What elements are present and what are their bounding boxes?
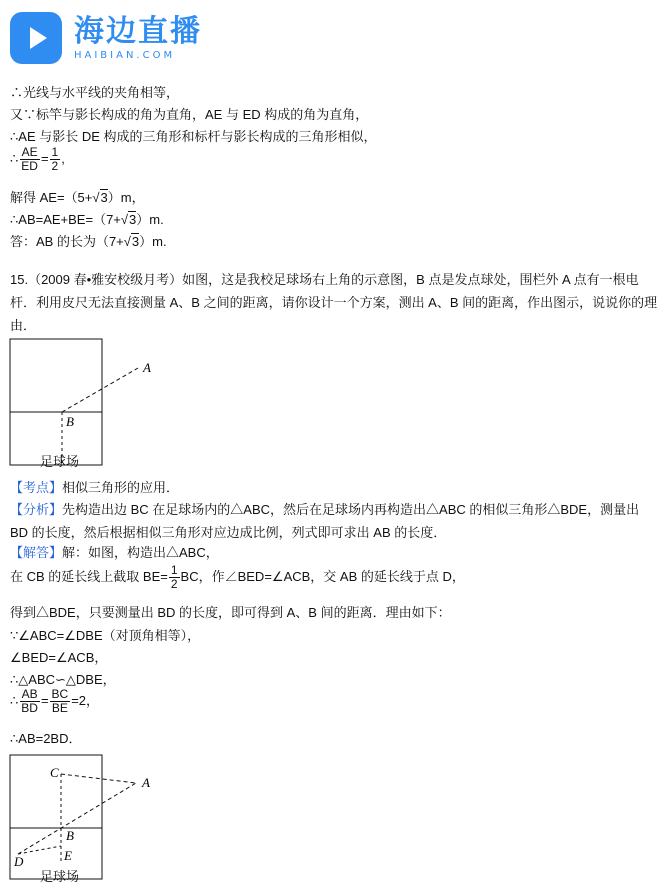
site-logo <box>10 10 202 66</box>
label-b-2: B <box>66 828 74 843</box>
fraction-bc-be: $\frac{BC}{BE}$ <box>51 687 69 715</box>
kaodian: 【考点】相似三角形的应用． <box>10 480 180 495</box>
logo-name: 海边直播 <box>74 13 202 49</box>
solution-step-2: 得到△BDE，只要测量出 BD 的长度，即可得到 A、B 间的距离．理由如下： <box>10 605 451 620</box>
solution-line-6: ∴AB=AE+BE=（7+√3）m. <box>10 212 164 227</box>
solution-line-5: 解得 AE=（5+√3）m， <box>10 190 145 205</box>
fenxi-tag: 【分析】 <box>10 502 63 517</box>
solution-step-5: ∴△ABC∽△DBE， <box>10 672 116 687</box>
jieda-tag: 【解答】 <box>10 545 63 560</box>
label-b: B <box>66 414 74 429</box>
figure-1 <box>0 336 180 468</box>
fraction-ab-bd: $\frac{AB}{BD}$ <box>21 687 38 715</box>
figure-2 <box>0 752 180 882</box>
solution-line-4: ∴ $\frac{AE}{ED}$ = $\frac{1}{2}$ , <box>10 145 65 173</box>
label-a: A <box>143 360 151 375</box>
solution-step-3: ∵∠ABC=∠DBE（对顶角相等）， <box>10 628 201 643</box>
fraction-ae-ed: $\frac{AE}{ED}$ <box>21 145 38 173</box>
kaodian-tag: 【考点】 <box>10 480 63 495</box>
question-15: 15.（2009 春•雅安校级月考）如图，这是我校足球场右上角的示意图，B 点是发点球处，围栏外 A 点有一根电杆．利用皮尺无法直接测量 A、B 之间的距离，请你设计一个方案，测出 A、B 间的距离，作出图示，说说你的理由． <box>10 272 658 333</box>
fenxi: 【分析】先构造出边 BC 在足球场内的△ABC，然后在足球场内再构造出△ABC 的相似三角形△BDE，测量出 BD 的长度，然后根据相似三角形对应边成比例，列式即可求出 AB 的长度． <box>10 502 640 540</box>
solution-step-1: 在 CB 的延长线上截取 BE= $\frac{1}{2}$ BC，作∠BED=∠ACB，交 AB 的延长线于点 D， <box>10 563 465 591</box>
label-e: E <box>64 848 72 863</box>
solution-step-7: ∴AB=2BD． <box>10 731 82 746</box>
solution-line-3: ∴AE 与影长 DE 构成的三角形和标杆与影长构成的三角形相似， <box>10 129 377 144</box>
dashed-da <box>18 783 136 854</box>
field-boundary <box>10 339 102 465</box>
solution-line-1: ∴光线与水平线的夹角相等， <box>10 85 180 100</box>
solution-step-4: ∠BED=∠ACB， <box>10 650 108 665</box>
fraction-half-2: $\frac{1}{2}$ <box>170 563 178 591</box>
solution-line-2: 又∵标竿与影长构成的角为直角，AE 与 ED 构成的角为直角， <box>10 107 369 122</box>
dashed-line-ab <box>62 368 138 412</box>
solution-step-6: ∴ $\frac{AB}{BD}$ = $\frac{BC}{BE}$ =2， <box>10 687 100 715</box>
solution-line-7: 答：AB 的长为（7+√3）m. <box>10 234 167 249</box>
logo-domain: HAIBIAN.COM <box>74 49 176 61</box>
label-c: C <box>50 765 59 780</box>
label-d: D <box>14 854 24 869</box>
dashed-ca <box>61 774 136 783</box>
play-icon <box>10 12 62 64</box>
figure-2-caption: 足球场 <box>40 869 80 884</box>
label-a-2: A <box>142 775 150 790</box>
jieda: 【解答】解：如图，构造出△ABC， <box>10 545 219 560</box>
figure-1-caption: 足球场 <box>40 454 80 469</box>
fraction-half: $\frac{1}{2}$ <box>51 145 59 173</box>
